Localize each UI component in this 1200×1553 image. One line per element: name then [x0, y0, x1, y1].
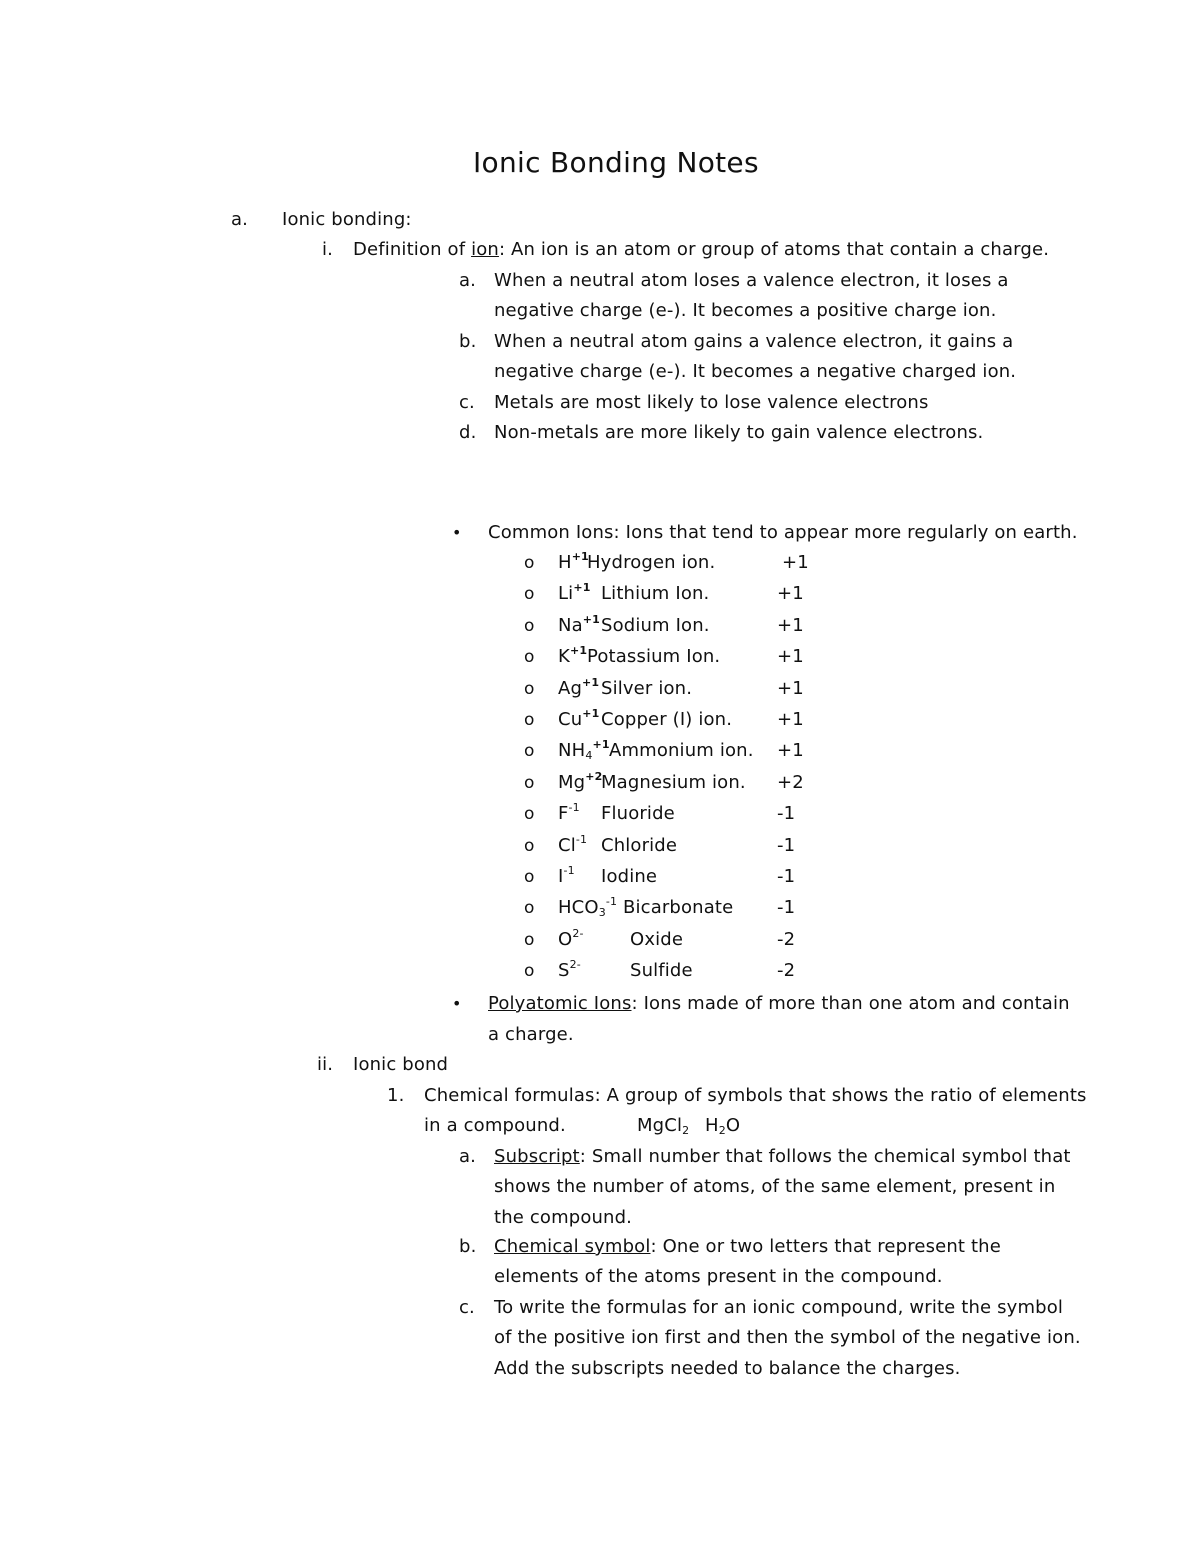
ion-charge: -2: [777, 929, 796, 950]
list-marker: o: [524, 679, 535, 699]
ion-symbol-text: H: [558, 552, 572, 573]
subscript-text: : Small number that follows the chemical symbol that: [579, 1146, 1071, 1167]
list-item-text: the compound.: [494, 1207, 633, 1228]
common-ions-intro: Common Ions: Ions that tend to appear more regularly on earth.: [488, 522, 1078, 543]
bullet-icon: •: [452, 994, 462, 1013]
ion-symbol: [558, 802, 580, 826]
chemical-symbol-term: Chemical symbol: [494, 1236, 651, 1257]
ion-name: Lithium Ion.: [601, 583, 710, 604]
formulas-definition: Chemical formulas: A group of symbols that shows the ratio of elements: [424, 1085, 1087, 1106]
polyatomic-text-cont: a charge.: [488, 1024, 574, 1045]
ion-symbol-text: Cl: [558, 835, 576, 856]
ion-charge-superscript: -1: [575, 833, 588, 846]
ion-name: Iodine: [601, 866, 658, 887]
formula-main: MgCl: [637, 1115, 683, 1136]
ion-symbol: [558, 771, 602, 795]
ion-name: Chloride: [601, 835, 678, 856]
ion-charge: +1: [782, 552, 809, 573]
list-marker: o: [524, 867, 535, 887]
formulas-definition-cont: in a compound.: [424, 1115, 566, 1136]
ion-name: Ammonium ion.: [609, 740, 754, 761]
chemical-symbol-text: : One or two letters that represent the: [650, 1236, 1001, 1257]
page-title: Ionic Bonding Notes: [473, 146, 759, 179]
subscript-definition: [494, 1145, 1071, 1169]
ion-symbol: [558, 739, 610, 763]
list-item-text: negative charge (e-). It becomes a positive charge ion.: [494, 300, 997, 321]
ion-symbol: [558, 645, 587, 669]
list-marker: 1.: [387, 1085, 405, 1106]
ion-symbol: [558, 959, 581, 983]
ion-symbol: [558, 551, 589, 575]
list-marker: o: [524, 804, 535, 824]
chemical-symbol-definition: [494, 1235, 1001, 1259]
ion-charge-superscript: +1: [573, 581, 591, 594]
list-marker: c.: [459, 392, 475, 413]
formula-example-h2o: [705, 1114, 740, 1138]
ion-symbol-text: S: [558, 960, 570, 981]
polyatomic-term: Polyatomic Ions: [488, 993, 632, 1014]
ion-symbol: [558, 928, 584, 952]
formula-subscript: 2: [718, 1124, 726, 1137]
formula-main: O: [725, 1115, 741, 1136]
ion-charge: +1: [777, 740, 804, 761]
ion-charge: -1: [777, 803, 796, 824]
ion-charge-superscript: +1: [582, 707, 600, 720]
ion-symbol-text: I: [558, 866, 564, 887]
definition-text: : An ion is an atom or group of atoms that contain a charge.: [498, 239, 1050, 260]
formula-subscript: 2: [682, 1124, 690, 1137]
ion-charge-superscript: -1: [563, 864, 575, 877]
ion-charge-superscript: +1: [582, 613, 600, 626]
ion-charge: +1: [777, 583, 804, 604]
ion-symbol: [558, 582, 591, 606]
list-item-text: To write the formulas for an ionic compound, write the symbol: [494, 1297, 1064, 1318]
list-item-text: shows the number of atoms, of the same element, present in: [494, 1176, 1056, 1197]
definition-term: ion: [471, 239, 499, 260]
list-marker: c.: [459, 1297, 475, 1318]
ion-name: Hydrogen ion.: [587, 552, 716, 573]
ion-symbol-text: Ag: [558, 678, 583, 699]
definition-label: Definition of: [353, 239, 472, 260]
ion-charge: +1: [777, 646, 804, 667]
ion-symbol: [558, 834, 587, 858]
list-marker: b.: [459, 331, 477, 352]
list-marker: d.: [459, 422, 477, 443]
ion-charge: -1: [777, 835, 796, 856]
ion-name: Sulfide: [630, 960, 693, 981]
list-marker: o: [524, 553, 535, 573]
list-marker: o: [524, 898, 535, 918]
ion-symbol-text: Cu: [558, 709, 583, 730]
ion-symbol: [558, 896, 617, 920]
ion-charge-superscript: -1: [568, 801, 580, 814]
ion-charge: -1: [777, 897, 796, 918]
list-marker: o: [524, 584, 535, 604]
ion-charge-superscript: +1: [582, 676, 600, 689]
ion-charge-superscript: 2-: [569, 958, 581, 971]
ion-charge-superscript: 2-: [572, 927, 584, 940]
ion-charge: +2: [777, 772, 804, 793]
list-item-text: When a neutral atom gains a valence electron, it gains a: [494, 331, 1014, 352]
list-marker: i.: [322, 239, 334, 260]
polyatomic-definition: [488, 992, 1070, 1016]
ion-name: Sodium Ion.: [601, 615, 710, 636]
formula-main: H: [705, 1115, 719, 1136]
subscript-term: Subscript: [494, 1146, 580, 1167]
list-item-text: Non-metals are more likely to gain valence electrons.: [494, 422, 984, 443]
list-marker: a.: [231, 209, 249, 230]
ion-symbol-text: HCO: [558, 897, 599, 918]
list-marker: o: [524, 741, 535, 761]
list-item-text: negative charge (e-). It becomes a negative charged ion.: [494, 361, 1017, 382]
ion-symbol-text: Mg: [558, 772, 586, 793]
definition-ion: [353, 238, 1049, 262]
ion-symbol: [558, 614, 600, 638]
list-marker: ii.: [317, 1054, 334, 1075]
ion-name: Oxide: [630, 929, 684, 950]
ion-charge: +1: [777, 615, 804, 636]
list-marker: o: [524, 710, 535, 730]
ion-symbol-text: Na: [558, 615, 583, 636]
ion-symbol-text: NH: [558, 740, 586, 761]
ion-symbol: [558, 677, 599, 701]
section-heading: Ionic bonding:: [282, 209, 412, 230]
ion-name: Copper (I) ion.: [601, 709, 733, 730]
ion-name: Silver ion.: [601, 678, 693, 699]
section-heading: Ionic bond: [353, 1054, 449, 1075]
bullet-icon: •: [452, 523, 462, 542]
ion-subscript: 4: [585, 749, 593, 762]
list-item-text: elements of the atoms present in the compound.: [494, 1266, 943, 1287]
ion-symbol-text: O: [558, 929, 573, 950]
ion-name: Potassium Ion.: [587, 646, 721, 667]
ion-charge: +1: [777, 678, 804, 699]
list-marker: a.: [459, 270, 477, 291]
ion-charge: +1: [777, 709, 804, 730]
list-item-text: Metals are most likely to lose valence electrons: [494, 392, 929, 413]
list-marker: o: [524, 773, 535, 793]
ion-name: Bicarbonate: [623, 897, 734, 918]
formula-example-mgcl2: [637, 1114, 689, 1138]
list-item-text: When a neutral atom loses a valence electron, it loses a: [494, 270, 1009, 291]
list-marker: o: [524, 647, 535, 667]
list-marker: o: [524, 961, 535, 981]
list-item-text: of the positive ion first and then the symbol of the negative ion.: [494, 1327, 1081, 1348]
list-item-text: Add the subscripts needed to balance the charges.: [494, 1358, 961, 1379]
ion-charge: -1: [777, 866, 796, 887]
ion-symbol-text: Li: [558, 583, 574, 604]
ion-name: Magnesium ion.: [601, 772, 746, 793]
ion-charge-superscript: +1: [571, 550, 589, 563]
ion-symbol-text: K: [558, 646, 570, 667]
ion-charge-superscript: -1: [605, 895, 618, 908]
ion-symbol: [558, 708, 599, 732]
ion-name: Fluoride: [601, 803, 675, 824]
list-marker: o: [524, 930, 535, 950]
polyatomic-text: : Ions made of more than one atom and contain: [631, 993, 1070, 1014]
ion-charge: -2: [777, 960, 796, 981]
list-marker: o: [524, 616, 535, 636]
ion-symbol-text: F: [558, 803, 569, 824]
ion-symbol: [558, 865, 575, 889]
ion-charge-superscript: +1: [569, 644, 588, 657]
ion-charge-superscript: +2: [585, 770, 603, 783]
list-marker: b.: [459, 1236, 477, 1257]
ion-subscript: 3: [598, 906, 606, 919]
list-marker: o: [524, 836, 535, 856]
list-marker: a.: [459, 1146, 477, 1167]
ion-charge-superscript: +1: [592, 738, 610, 751]
